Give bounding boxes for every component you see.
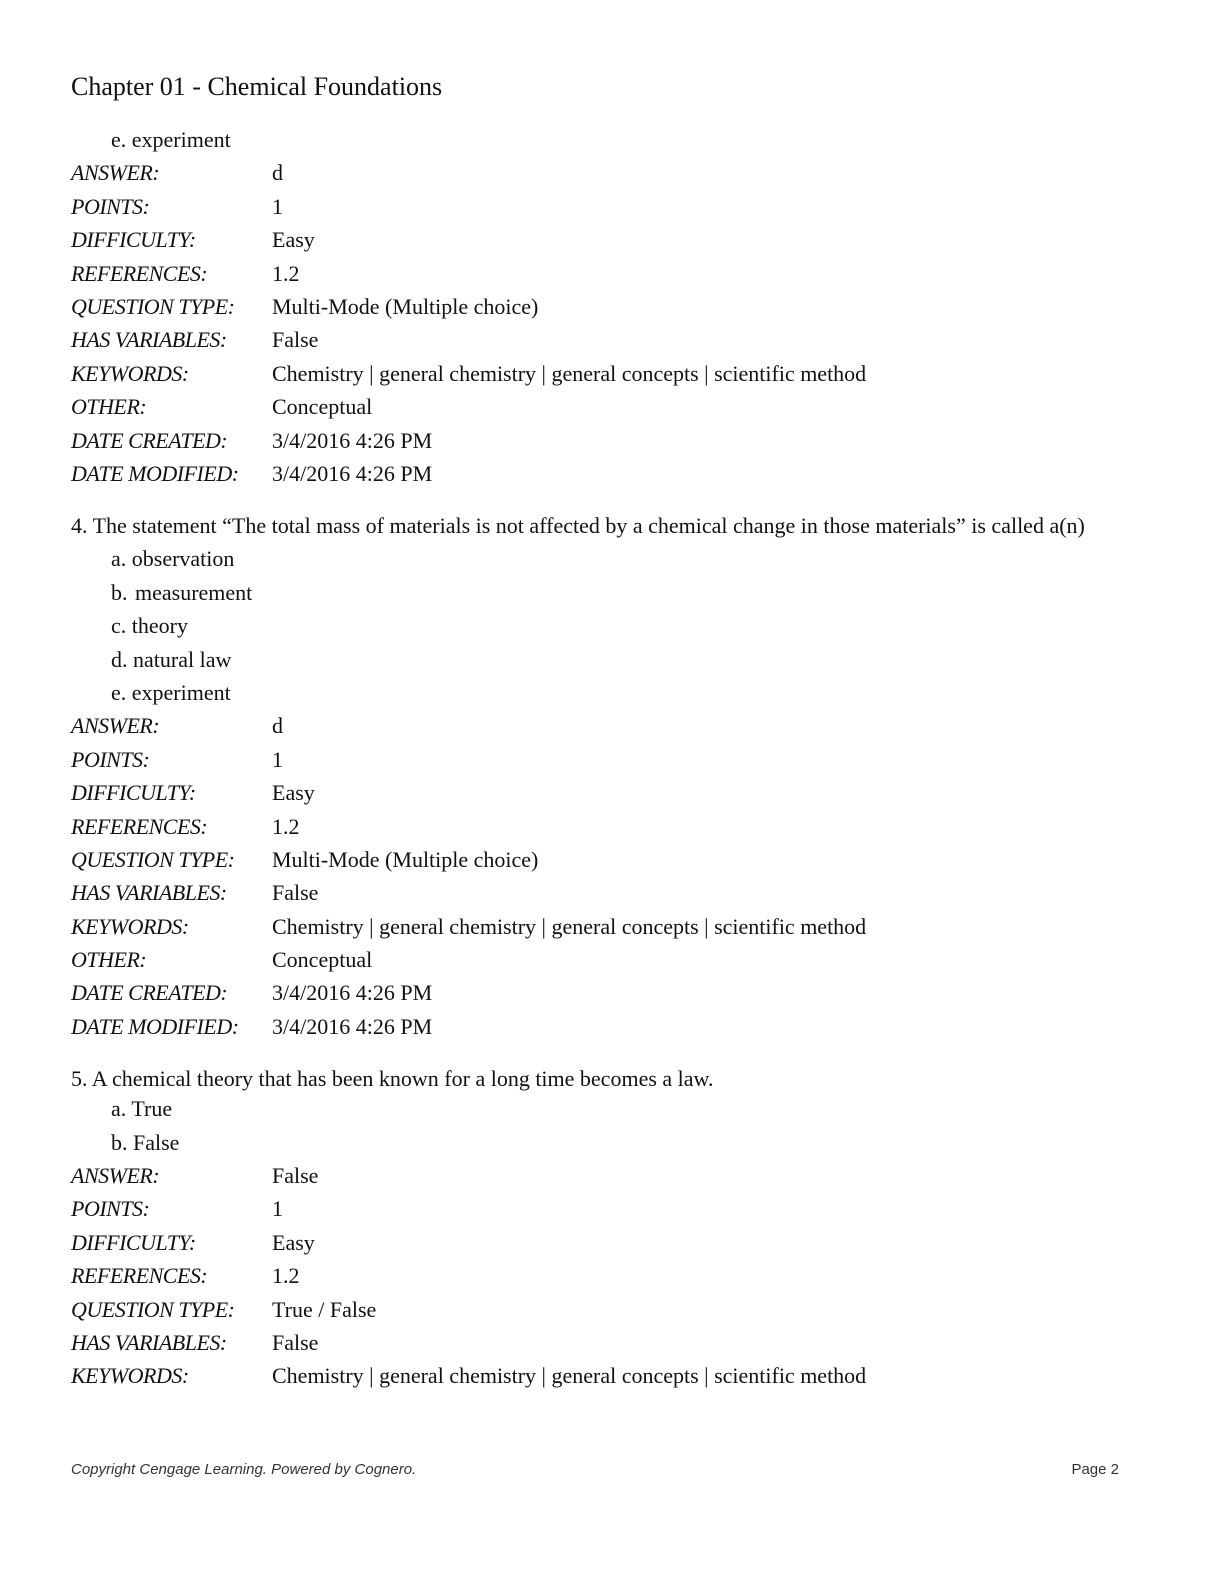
meta-value: 1 [272, 746, 283, 772]
option-e: e. experiment [111, 679, 231, 705]
meta-label: ANSWER: [71, 160, 160, 186]
meta-label: QUESTION TYPE: [71, 1296, 235, 1322]
page-footer [71, 1461, 1119, 1478]
meta-label: REFERENCES: [71, 260, 208, 286]
meta-label: QUESTION TYPE: [71, 846, 235, 872]
meta-label: HAS VARIABLES: [71, 1330, 227, 1355]
meta-row [71, 257, 1131, 290]
meta-value: Chemistry | general chemistry | general concepts | scientific method [272, 913, 867, 939]
meta-label: REFERENCES: [71, 1263, 208, 1289]
spacer [71, 1043, 1131, 1065]
meta-label: KEYWORDS: [71, 1363, 189, 1389]
meta-value: 3/4/2016 4:26 PM [272, 460, 433, 486]
meta-label: QUESTION TYPE: [71, 293, 235, 319]
meta-label: DIFFICULTY: [71, 1229, 196, 1255]
meta-block [71, 156, 1131, 490]
chapter-title: Chapter 01 - Chemical Foundations [71, 72, 443, 101]
question-4 [71, 512, 1131, 1043]
meta-value: True / False [272, 1296, 377, 1322]
meta-row [71, 357, 1131, 390]
meta-label: HAS VARIABLES: [71, 880, 227, 906]
meta-label: KEYWORDS: [71, 360, 189, 386]
meta-row [71, 1010, 1131, 1043]
meta-label: ANSWER: [71, 1163, 160, 1189]
meta-value: 1 [272, 193, 283, 219]
meta-row [71, 910, 1131, 943]
meta-value: d [272, 713, 283, 739]
meta-label: REFERENCES: [71, 813, 208, 839]
meta-row [71, 223, 1131, 256]
meta-label: OTHER: [71, 947, 147, 973]
meta-value: d [272, 160, 283, 186]
meta-value: Conceptual [272, 394, 373, 420]
meta-row [71, 323, 1131, 356]
meta-value: 3/4/2016 4:26 PM [272, 427, 433, 453]
meta-label: ANSWER: [71, 713, 160, 739]
copyright-text: Copyright Cengage Learning. Powered by Cognero. [71, 1461, 417, 1478]
meta-value: 3/4/2016 4:26 PM [272, 1013, 433, 1039]
meta-row [71, 424, 1131, 457]
meta-value: Chemistry | general chemistry | general concepts | scientific method [272, 1363, 867, 1389]
meta-label: DATE CREATED: [71, 427, 228, 453]
meta-value: 1.2 [272, 1263, 300, 1289]
meta-value: False [272, 1163, 319, 1189]
meta-row [71, 1326, 1131, 1359]
option-d: d. natural law [111, 646, 232, 672]
option-b: b. measurement [111, 579, 253, 605]
page-content [71, 123, 1131, 1393]
meta-row [71, 457, 1131, 490]
meta-value: Chemistry | general chemistry | general concepts | scientific method [272, 360, 867, 386]
option-a: a. observation [111, 546, 235, 572]
option-e: e. experiment [111, 127, 231, 152]
meta-value: Multi-Mode (Multiple choice) [272, 293, 539, 319]
option-b: b. False [111, 1129, 180, 1155]
continued-question [71, 123, 1131, 490]
meta-label: DATE MODIFIED: [71, 1013, 239, 1039]
meta-label: DIFFICULTY: [71, 227, 196, 253]
meta-row [71, 876, 1131, 909]
meta-value: Easy [272, 1229, 315, 1255]
meta-row [71, 1359, 1131, 1392]
meta-label: DIFFICULTY: [71, 780, 196, 806]
meta-row [71, 810, 1131, 843]
option-c: c. theory [111, 613, 188, 639]
meta-row [71, 1259, 1131, 1292]
meta-label: DATE MODIFIED: [71, 460, 239, 486]
meta-row [71, 190, 1131, 223]
meta-label: POINTS: [71, 1196, 150, 1222]
meta-block [71, 709, 1131, 1043]
meta-row [71, 390, 1131, 423]
meta-row [71, 976, 1131, 1009]
spacer [71, 490, 1131, 512]
meta-value: False [272, 1330, 319, 1355]
meta-value: Conceptual [272, 947, 373, 973]
meta-label: HAS VARIABLES: [71, 327, 227, 353]
meta-row [71, 1192, 1131, 1225]
meta-label: DATE CREATED: [71, 980, 228, 1006]
meta-row [71, 743, 1131, 776]
question-5 [71, 1065, 1131, 1393]
page-number: Page 2 [1071, 1461, 1119, 1478]
meta-value: 1 [272, 1196, 283, 1222]
meta-value: Easy [272, 780, 315, 806]
question-4-text: 4. The statement “The total mass of materials is not affected by a chemical change in those materials” is called a(n) [71, 513, 1085, 539]
meta-label: KEYWORDS: [71, 913, 189, 939]
meta-row [71, 156, 1131, 189]
meta-row [71, 1226, 1131, 1259]
meta-value: False [272, 880, 319, 906]
question-5-text: 5. A chemical theory that has been known for a long time becomes a law. [71, 1066, 714, 1092]
meta-value: 1.2 [272, 813, 300, 839]
meta-label: POINTS: [71, 746, 150, 772]
meta-row [71, 290, 1131, 323]
meta-value: Easy [272, 227, 315, 253]
meta-row [71, 776, 1131, 809]
meta-row [71, 843, 1131, 876]
meta-row [71, 1293, 1131, 1326]
meta-row [71, 943, 1131, 976]
meta-label: OTHER: [71, 394, 147, 420]
meta-value: 1.2 [272, 260, 300, 286]
meta-row [71, 1159, 1131, 1192]
meta-label: POINTS: [71, 193, 150, 219]
meta-value: Multi-Mode (Multiple choice) [272, 846, 539, 872]
option-a: a. True [111, 1096, 173, 1122]
meta-value: 3/4/2016 4:26 PM [272, 980, 433, 1006]
meta-row [71, 709, 1131, 742]
meta-block [71, 1159, 1131, 1393]
meta-value: False [272, 327, 319, 353]
